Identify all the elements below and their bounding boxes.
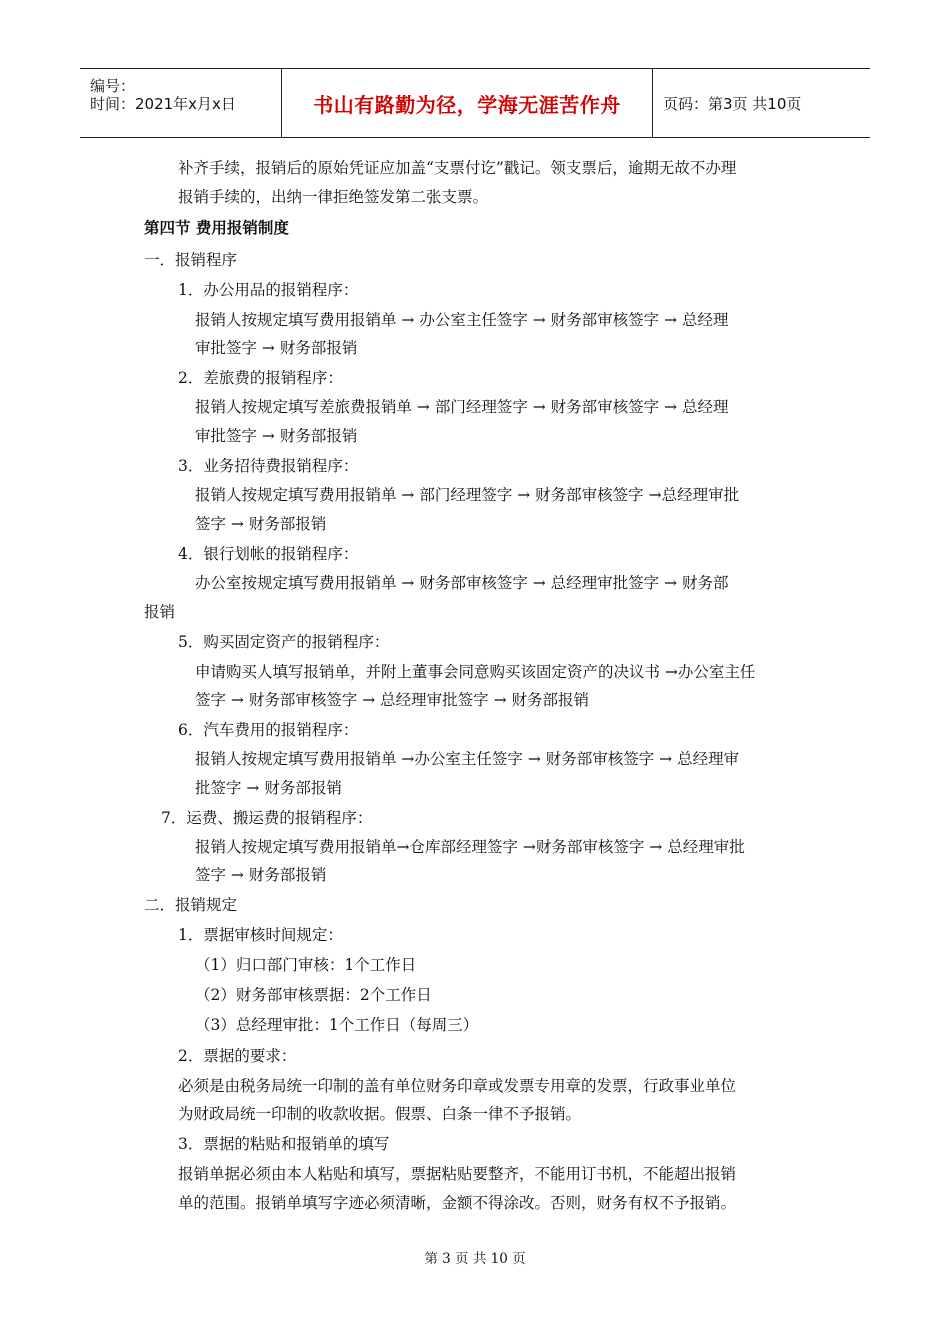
- list-item-title: 3．业务招待费报销程序：: [178, 457, 359, 475]
- subheading: 一．报销程序: [144, 251, 238, 269]
- text-line: 报销人按规定填写费用报销单 → 部门经理签字 → 财务部审核签字 →总经理审批: [195, 486, 740, 504]
- text-line: 为财政局统一印制的收款收据。假票、白条一律不予报销。: [178, 1105, 582, 1123]
- text-line: 批签字 → 财务部报销: [195, 779, 342, 797]
- list-item-title: 2．差旅费的报销程序：: [178, 369, 343, 387]
- text-line: 报销人按规定填写费用报销单 →办公室主任签字 → 财务部审核签字 → 总经理审: [195, 750, 740, 768]
- header-meta: [80, 69, 281, 137]
- text-line: 单的范围。报销单填写字迹必须清晰，金额不得涂改。否则，财务有权不予报销。: [178, 1194, 737, 1212]
- text-line: 报销单据必须由本人粘贴和填写，票据粘贴要整齐，不能用订书机，不能超出报销: [178, 1165, 737, 1183]
- list-item-title: 1．票据审核时间规定：: [178, 926, 343, 944]
- header-page-info: [653, 69, 870, 137]
- text-line: 报销手续的，出纳一律拒绝签发第二张支票。: [178, 188, 489, 206]
- list-item-title: 1．办公用品的报销程序：: [178, 281, 359, 299]
- text-line: 报销: [144, 603, 176, 621]
- time-label: 时间：2021年x月x日: [90, 95, 236, 113]
- text-line: 审批签字 → 财务部报销: [195, 339, 358, 357]
- text-line: 申请购买人填写报销单，并附上董事会同意购买该固定资产的决议书 →办公室主任: [195, 663, 756, 681]
- text-line: 必须是由税务局统一印制的盖有单位财务印章或发票专用章的发票，行政事业单位: [178, 1077, 737, 1095]
- list-item-title: 4．银行划帐的报销程序：: [178, 545, 359, 563]
- text-line: 报销人按规定填写费用报销单→仓库部经理签字 →财务部审核签字 → 总经理审批: [195, 838, 745, 856]
- list-item-title: 5．购买固定资产的报销程序：: [178, 633, 390, 651]
- number-label: 编号：: [90, 77, 136, 95]
- list-item-title: 6．汽车费用的报销程序：: [178, 721, 359, 739]
- section-heading: 第四节 费用报销制度: [144, 219, 289, 237]
- text-line: 签字 → 财务部报销: [195, 515, 327, 533]
- subheading: 二．报销规定: [144, 896, 238, 914]
- text-line: 报销人按规定填写费用报销单 → 办公室主任签字 → 财务部审核签字 → 总经理: [195, 311, 729, 329]
- text-line: 报销人按规定填写差旅费报销单 → 部门经理签字 → 财务部审核签字 → 总经理: [195, 398, 729, 416]
- text-line: 签字 → 财务部审核签字 → 总经理审批签字 → 财务部报销: [195, 691, 590, 709]
- text-line: 签字 → 财务部报销: [195, 866, 327, 884]
- list-item-title: 2．票据的要求：: [178, 1047, 297, 1065]
- page-info: 页码：第3页 共10页: [663, 94, 802, 113]
- text-line: 审批签字 → 财务部报销: [195, 427, 358, 445]
- list-item-title: 7．运费、搬运费的报销程序：: [161, 809, 373, 827]
- header-motto-cell: [281, 69, 653, 137]
- text-line: （1）归口部门审核：1个工作日: [195, 956, 417, 974]
- page-footer: 第 3 页 共 10 页: [424, 1251, 526, 1267]
- page-header: [80, 68, 870, 138]
- text-line: 办公室按规定填写费用报销单 → 财务部审核签字 → 总经理审批签字 → 财务部: [195, 574, 729, 592]
- text-line: （3）总经理审批：1个工作日（每周三）: [195, 1016, 479, 1034]
- motto: 书山有路勤为径，学海无涯苦作舟: [313, 92, 621, 117]
- text-line: 补齐手续，报销后的原始凭证应加盖“支票付讫”戳记。领支票后，逾期无故不办理: [178, 159, 737, 177]
- list-item-title: 3．票据的粘贴和报销单的填写: [178, 1135, 390, 1153]
- text-line: （2）财务部审核票据：2个工作日: [195, 986, 432, 1004]
